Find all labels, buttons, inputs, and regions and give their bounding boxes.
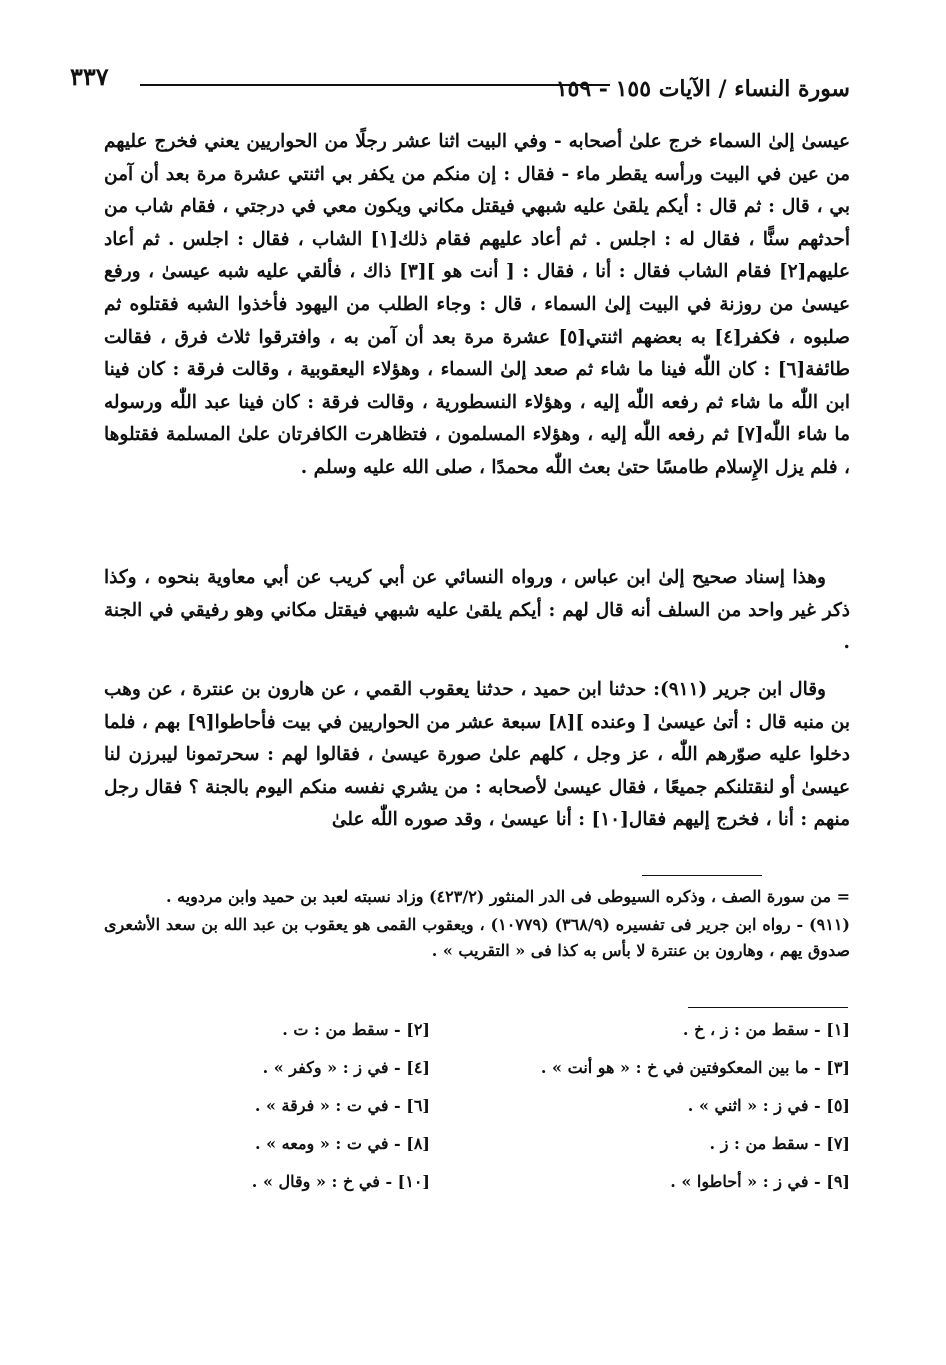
paragraph-isnad: وهذا إسناد صحيح إلىٰ ابن عباس ، ورواه النسائي عن أبي كريب عن أبي معاوية بنحوه ، وكذا ذكر غير واحد من السلف أنه قال لهم : أيكم يلقىٰ عليه شبهي فيقتل مكاني وهو رفيقي في الجنة . bbox=[104, 567, 850, 654]
running-header bbox=[70, 62, 850, 112]
paragraph-main: عيسىٰ إلىٰ السماء خرج علىٰ أصحابه - وفي البيت اثنا عشر رجلًا من الحواريين يعني فخرج عليهم من عين في البيت ورأسه يقطر ماء - فقال : إن منكم من يكفر بي اثنتي عشرة مرة بعد أن آمن بي ، قال : ثم قال : أيكم يلقىٰ عليه شبهي فيقتل مكاني ويكون معي في درجتي ، فقام شاب من أحدثهم سنًّا ، فقال له : اجلس . ثم أعاد عليهم فقام ذلك[١] الشاب ، فقال : اجلس . ثم أعاد عليهم[٢] فقام الشاب فقال : أنا ، فقال : [ أنت هو ][٣] ذاك ، فألقي عليه شبه عيسىٰ ، ورفع عيسىٰ من روزنة في البيت إلىٰ السماء ، قال : وجاء الطلب من اليهود فأخذوا الشبه فقتلوه ثم صلبوه ، فكفر[٤] به بعضهم اثنتي[٥] عشرة مرة بعد أن آمن به ، وافترقوا ثلاث فرق ، فقالت طائفة[٦] : كان اللّٰه فينا ما شاء ثم صعد إلىٰ السماء ، وهؤلاء اليعقوبية ، وقالت فرقة : كان فينا ابن اللّٰه ما شاء ثم رفعه اللّٰه إليه ، وهؤلاء النسطورية ، وقالت فرقة : كان فينا عبد اللّٰه ورسوله ما شاء اللّٰه[٧] ثم رفعه اللّٰه إليه ، وهؤلاء المسلمون ، فتظاهرت الكافرتان علىٰ المسلمة فقتلوها ، فلم يزل الإِسلام طامسًا حتىٰ بعث اللّٰه محمدًا ، صلى الله عليه وسلم . bbox=[104, 131, 851, 478]
variant-row bbox=[104, 1020, 850, 1058]
page-number: ٣٣٧ bbox=[70, 62, 109, 91]
variant-note: [٨] - في ت : « ومعه » . bbox=[254, 1134, 430, 1153]
footnote-separator bbox=[642, 875, 762, 876]
variant-note: [٥] - في ز : « اثني » . bbox=[687, 1096, 850, 1115]
footnote-911: (٩١١) - رواه ابن جرير فى تفسيره (٣٦٨/٩) (١٠٧٧٩) ، ويعقوب القمى هو يعقوب بن عبد الله بن سعد الأشعرى صدوق يهم ، وهارون بن عنترة لا بأس به كذا فى « التقريب » . bbox=[104, 915, 850, 960]
variant-note: [٣] - ما بين المعكوفتين في خ : « هو أنت » . bbox=[540, 1058, 850, 1077]
variant-row bbox=[104, 1172, 850, 1210]
variant-note: [١] - سقط من : ز ، خ . bbox=[682, 1020, 850, 1039]
variant-row bbox=[104, 1134, 850, 1172]
header-rule bbox=[140, 84, 610, 86]
variant-notes bbox=[104, 1020, 850, 1210]
variant-note: [٦] - في ت : « فرقة » . bbox=[254, 1096, 430, 1115]
variants-separator bbox=[688, 1007, 848, 1008]
variant-note: [٢] - سقط من : ت . bbox=[282, 1020, 430, 1039]
variant-note: [٩] - في ز : « أحاطوا » . bbox=[670, 1172, 850, 1191]
paragraph-ibn-jarir: وقال ابن جرير (٩١١): حدثنا ابن حميد ، حدثنا يعقوب القمي ، عن هارون بن عنترة ، عن وهب بن منبه قال : أتىٰ عيسىٰ [ وعنده ][٨] سبعة عشر من الحواريين في بيت فأحاطوا[٩] بهم ، فلما دخلوا عليه صوّرهم اللّٰه ، عز وجل ، كلهم علىٰ صورة عيسىٰ ، فقالوا لهم : سحرتمونا ليبرزن لنا عيسىٰ أو لنقتلنكم جميعًا ، فقال عيسىٰ لأصحابه : من يشري نفسه منكم اليوم بالجنة ؟ فقال رجل منهم : أنا ، فخرج إليهم فقال[١٠] : أنا عيسىٰ ، وقد صوره اللّٰه علىٰ bbox=[104, 679, 850, 831]
header-title: سورة النساء / الآيات ١٥٥ - ١٥٩ bbox=[555, 76, 850, 102]
variant-note: [٧] - سقط من : ز . bbox=[709, 1134, 850, 1153]
variant-row bbox=[104, 1096, 850, 1134]
variant-note: [٤] - في ز : « وكفر » . bbox=[262, 1058, 430, 1077]
footnote-continuation: = من سورة الصف ، وذكره السيوطى فى الدر المنثور (٤٢٣/٢) وزاد نسبته لعبد بن حميد وابن مردويه . bbox=[165, 887, 850, 906]
variant-row bbox=[104, 1058, 850, 1096]
variant-note: [١٠] - في خ : « وقال » . bbox=[251, 1172, 430, 1191]
